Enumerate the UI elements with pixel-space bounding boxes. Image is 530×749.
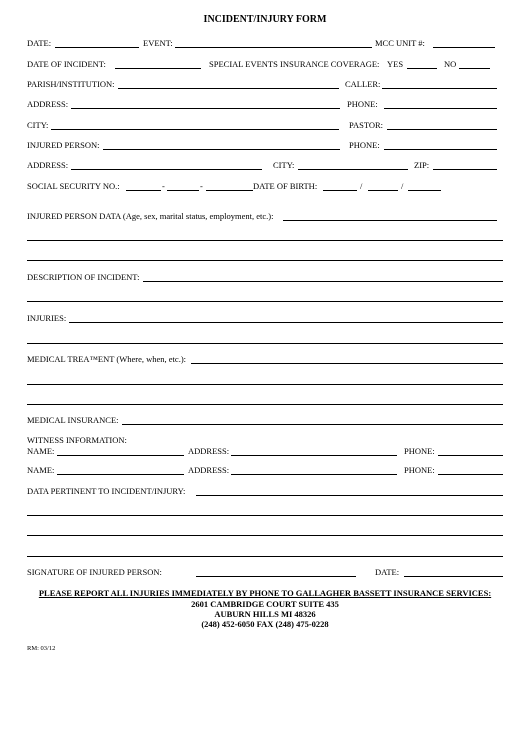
medical-treatment-line-2[interactable] — [27, 384, 503, 385]
event-field[interactable] — [175, 47, 372, 48]
injured-address-label: ADDRESS: — [27, 160, 69, 170]
witness1-phone-label: PHONE: — [404, 446, 435, 456]
data-pertinent-label: DATA PERTINENT TO INCIDENT/INJURY: — [27, 486, 186, 496]
witness1-phone-field[interactable] — [438, 455, 503, 456]
city-field[interactable] — [51, 129, 339, 130]
dob-slash-1: / — [360, 181, 363, 191]
dob-day-field[interactable] — [368, 190, 398, 191]
injured-person-field[interactable] — [103, 149, 340, 150]
injuries-field[interactable] — [69, 322, 503, 323]
date-label: DATE: — [27, 38, 52, 48]
ssn-dash-1: - — [162, 181, 165, 191]
ssn-part3-field[interactable] — [206, 190, 253, 191]
dob-slash-2: / — [401, 181, 404, 191]
phone-label: PHONE: — [347, 99, 378, 109]
injured-person-data-line-2[interactable] — [27, 240, 503, 241]
ssn-dash-2: - — [200, 181, 203, 191]
injured-city-field[interactable] — [298, 169, 408, 170]
injured-person-data-field[interactable] — [283, 220, 497, 221]
event-label: EVENT: — [143, 38, 173, 48]
description-label: DESCRIPTION OF INCIDENT: — [27, 272, 140, 282]
footer-street: 2601 CAMBRIDGE COURT SUITE 435 — [191, 599, 339, 609]
date-of-incident-label: DATE OF INCIDENT: — [27, 59, 106, 69]
witness2-name-field[interactable] — [57, 474, 184, 475]
data-pertinent-line-4[interactable] — [27, 556, 503, 557]
medical-treatment-field[interactable] — [191, 363, 503, 364]
pastor-label: PASTOR: — [349, 120, 384, 130]
report-notice: PLEASE REPORT ALL INJURIES IMMEDIATELY BY PHONE TO GALLAGHER BASSETT INSURANCE SERVICES: — [38, 588, 492, 598]
witness1-address-label: ADDRESS: — [188, 446, 230, 456]
signature-field[interactable] — [196, 576, 356, 577]
description-field[interactable] — [143, 281, 503, 282]
witness1-name-label: NAME: — [27, 446, 55, 456]
witness2-name-label: NAME: — [27, 465, 55, 475]
date-of-incident-field[interactable] — [115, 68, 201, 69]
signature-label: SIGNATURE OF INJURED PERSON: — [27, 567, 162, 577]
medical-treatment-line-3[interactable] — [27, 404, 503, 405]
city-label: CITY: — [27, 120, 49, 130]
zip-field[interactable] — [433, 169, 497, 170]
medical-treatment-label: MEDICAL TREA™ENT (Where, when, etc.): — [27, 354, 187, 364]
ssn-part2-field[interactable] — [167, 190, 199, 191]
address-label: ADDRESS: — [27, 99, 69, 109]
injured-person-data-line-3[interactable] — [27, 260, 503, 261]
medical-insurance-label: MEDICAL INSURANCE: — [27, 415, 119, 425]
injuries-label: INJURIES: — [27, 313, 67, 323]
address-field[interactable] — [71, 108, 340, 109]
parish-label: PARISH/INSTITUTION: — [27, 79, 115, 89]
injured-city-label: CITY: — [273, 160, 295, 170]
witness2-phone-field[interactable] — [438, 474, 503, 475]
mcc-unit-field[interactable] — [433, 47, 495, 48]
dob-month-field[interactable] — [323, 190, 357, 191]
data-pertinent-line-3[interactable] — [27, 535, 503, 536]
mcc-unit-label: MCC UNIT #: — [375, 38, 425, 48]
footer-city: AUBURN HILLS MI 48326 — [214, 609, 316, 619]
injured-person-label: INJURED PERSON: — [27, 140, 100, 150]
injured-phone-label: PHONE: — [349, 140, 380, 150]
dob-label: DATE OF BIRTH: — [253, 181, 318, 191]
medical-insurance-field[interactable] — [122, 424, 503, 425]
footer-phones: (248) 452-6050 FAX (248) 475-0228 — [201, 619, 329, 629]
dob-year-field[interactable] — [408, 190, 441, 191]
witness2-phone-label: PHONE: — [404, 465, 435, 475]
parish-field[interactable] — [118, 88, 339, 89]
special-events-label: SPECIAL EVENTS INSURANCE COVERAGE: — [209, 59, 380, 69]
caller-label: CALLER: — [345, 79, 381, 89]
yes-field[interactable] — [407, 68, 437, 69]
date-field[interactable] — [55, 47, 139, 48]
phone-field[interactable] — [384, 108, 497, 109]
witness2-address-field[interactable] — [231, 474, 397, 475]
witness-info-label: WITNESS INFORMATION: — [27, 435, 127, 445]
witness1-address-field[interactable] — [231, 455, 397, 456]
signature-date-field[interactable] — [404, 576, 503, 577]
zip-label: ZIP: — [414, 160, 430, 170]
no-label: NO — [444, 59, 457, 69]
form-title: INCIDENT/INJURY FORM — [203, 14, 327, 25]
ssn-part1-field[interactable] — [126, 190, 161, 191]
ssn-label: SOCIAL SECURITY NO.: — [27, 181, 120, 191]
injured-address-field[interactable] — [71, 169, 262, 170]
signature-date-label: DATE: — [375, 567, 400, 577]
injured-phone-field[interactable] — [384, 149, 497, 150]
no-field[interactable] — [459, 68, 490, 69]
description-line-2[interactable] — [27, 301, 503, 302]
witness2-address-label: ADDRESS: — [188, 465, 230, 475]
yes-label: YES — [387, 59, 404, 69]
pastor-field[interactable] — [387, 129, 497, 130]
caller-field[interactable] — [382, 88, 497, 89]
witness1-name-field[interactable] — [57, 455, 184, 456]
data-pertinent-field[interactable] — [196, 495, 503, 496]
revision-code: RM: 03/12 — [27, 645, 56, 652]
injured-person-data-label: INJURED PERSON DATA (Age, sex, marital status, employment, etc.): — [27, 211, 274, 221]
injuries-line-2[interactable] — [27, 343, 503, 344]
data-pertinent-line-2[interactable] — [27, 515, 503, 516]
